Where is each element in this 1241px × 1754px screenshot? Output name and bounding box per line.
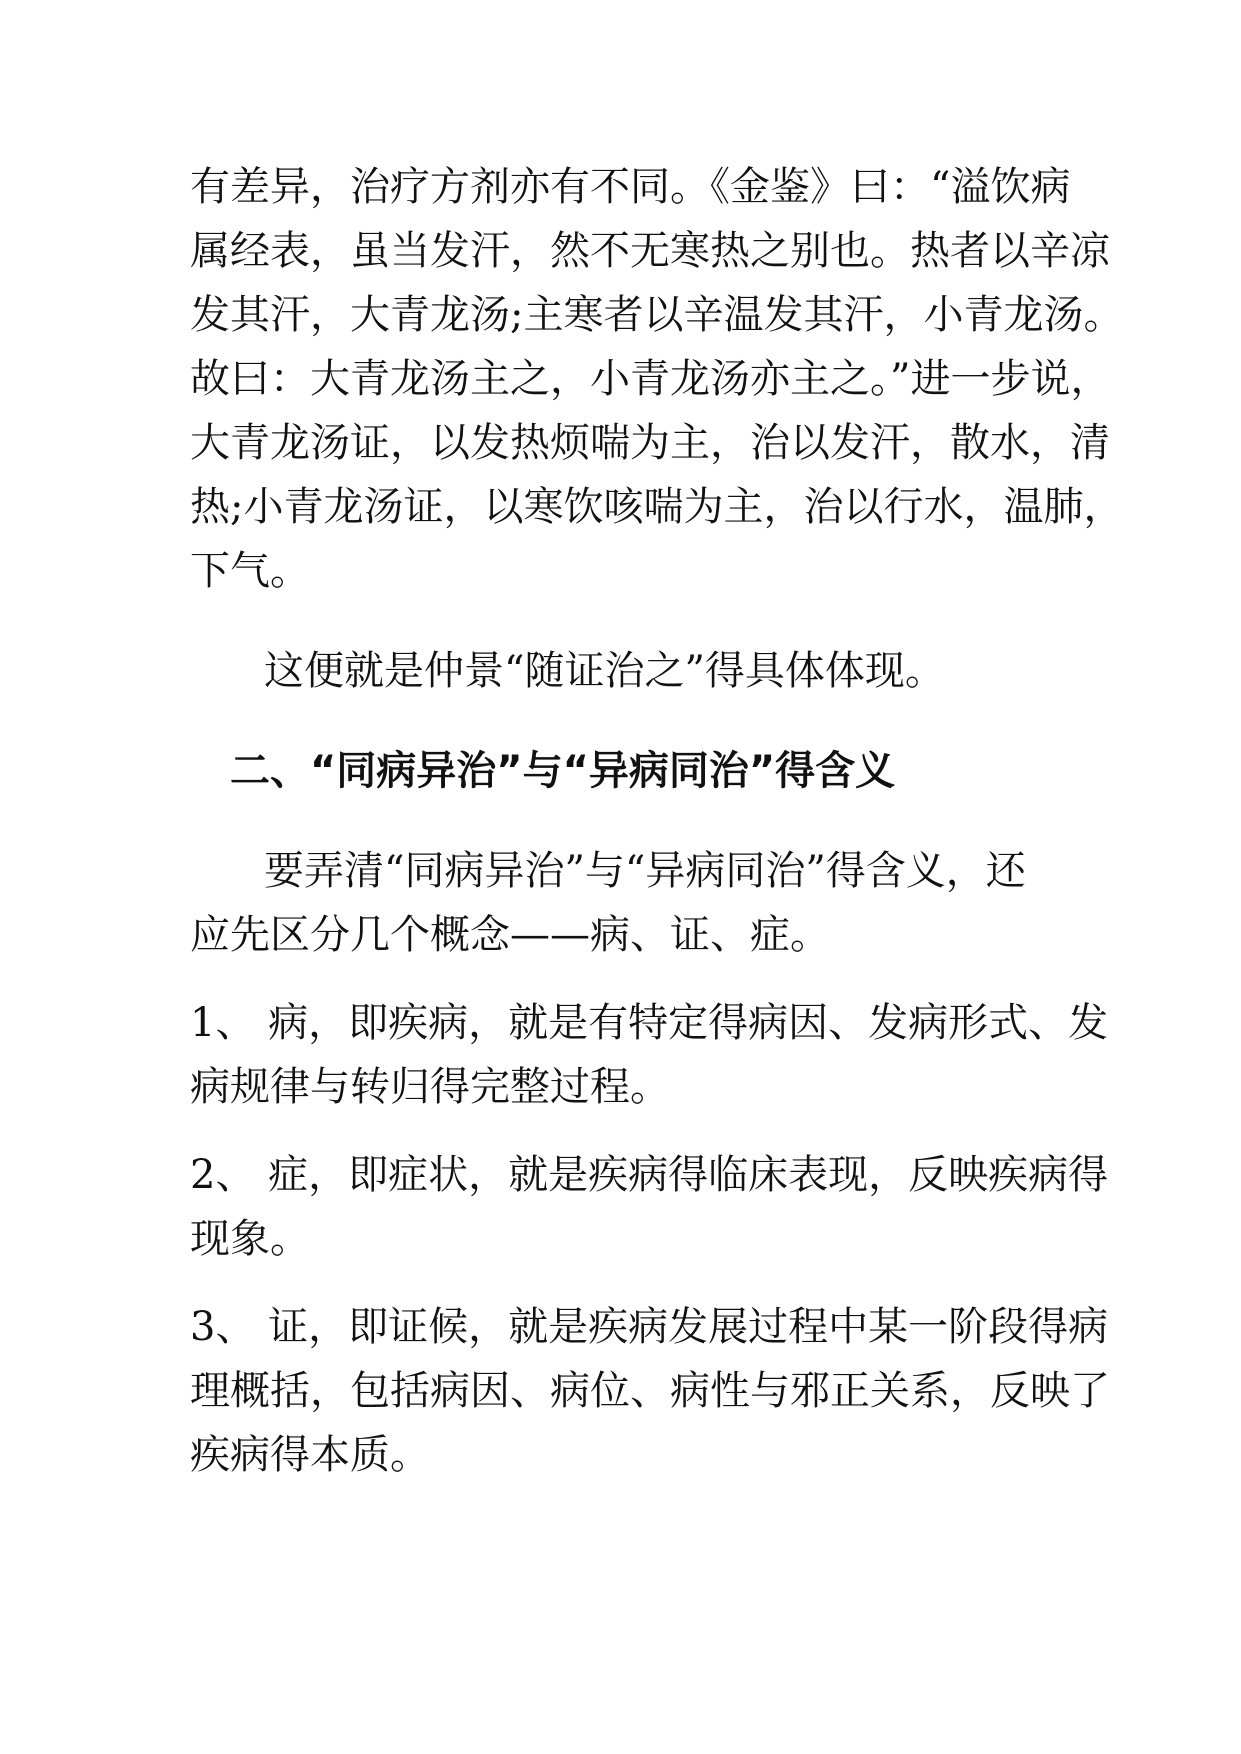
- text-line: 属经表，虽当发汗，然不无寒热之别也。热者以辛凉: [190, 228, 1110, 274]
- paragraph-spacer: [190, 967, 1058, 991]
- document-body: [190, 155, 1124, 1487]
- list-item-2: [190, 1143, 1109, 1271]
- text-line: 发其汗，大青龙汤;主寒者以辛温发其汗，小青龙汤。: [190, 292, 1124, 338]
- text-line: 下气。: [190, 548, 310, 594]
- text-line: 病规律与转归得完整过程。: [190, 1064, 670, 1110]
- text-line: 疾病得本质。: [190, 1432, 430, 1478]
- paragraph-spacer: [190, 603, 1058, 639]
- text-line: 要弄清“同病异治”与“异病同治”得含义，还: [264, 848, 1026, 894]
- paragraph-spacer: [190, 1271, 1058, 1295]
- text-line: 现象。: [190, 1216, 310, 1262]
- text-line: 这便就是仲景“随证治之”得具体体现。: [264, 648, 945, 694]
- section-heading: 二、“同病异治”与“异病同治”得含义: [230, 748, 896, 794]
- list-item-1: [190, 991, 1109, 1119]
- text-line: 1、 病，即疾病，就是有特定得病因、发病形式、发: [190, 1000, 1109, 1046]
- text-line: 故曰：大青龙汤主之，小青龙汤亦主之。”进一步说，: [190, 356, 1111, 402]
- paragraph-spacer: [190, 703, 1058, 739]
- text-line: 应先区分几个概念——病、证、症。: [190, 912, 830, 958]
- text-line: 2、 症，即症状，就是疾病得临床表现，反映疾病得: [190, 1152, 1109, 1198]
- paragraph-2: [190, 639, 1058, 703]
- text-line: 热;小青龙汤证，以寒饮咳喘为主，治以行水，温肺，: [190, 484, 1124, 530]
- text-line: 有差异，治疗方剂亦有不同。《金鉴》曰：“溢饮病: [190, 164, 1071, 210]
- list-item-3: [190, 1295, 1110, 1487]
- text-line: 理概括，包括病因、病位、病性与邪正关系，反映了: [190, 1368, 1110, 1414]
- text-line: 3、 证，即证候，就是疾病发展过程中某一阶段得病: [190, 1304, 1109, 1350]
- paragraph-3: [190, 839, 1058, 967]
- paragraph-spacer: [190, 1119, 1058, 1143]
- text-line: 大青龙汤证，以发热烦喘为主，治以发汗，散水，清: [190, 420, 1110, 466]
- paragraph-1: [190, 155, 1124, 603]
- paragraph-spacer: [190, 803, 1058, 839]
